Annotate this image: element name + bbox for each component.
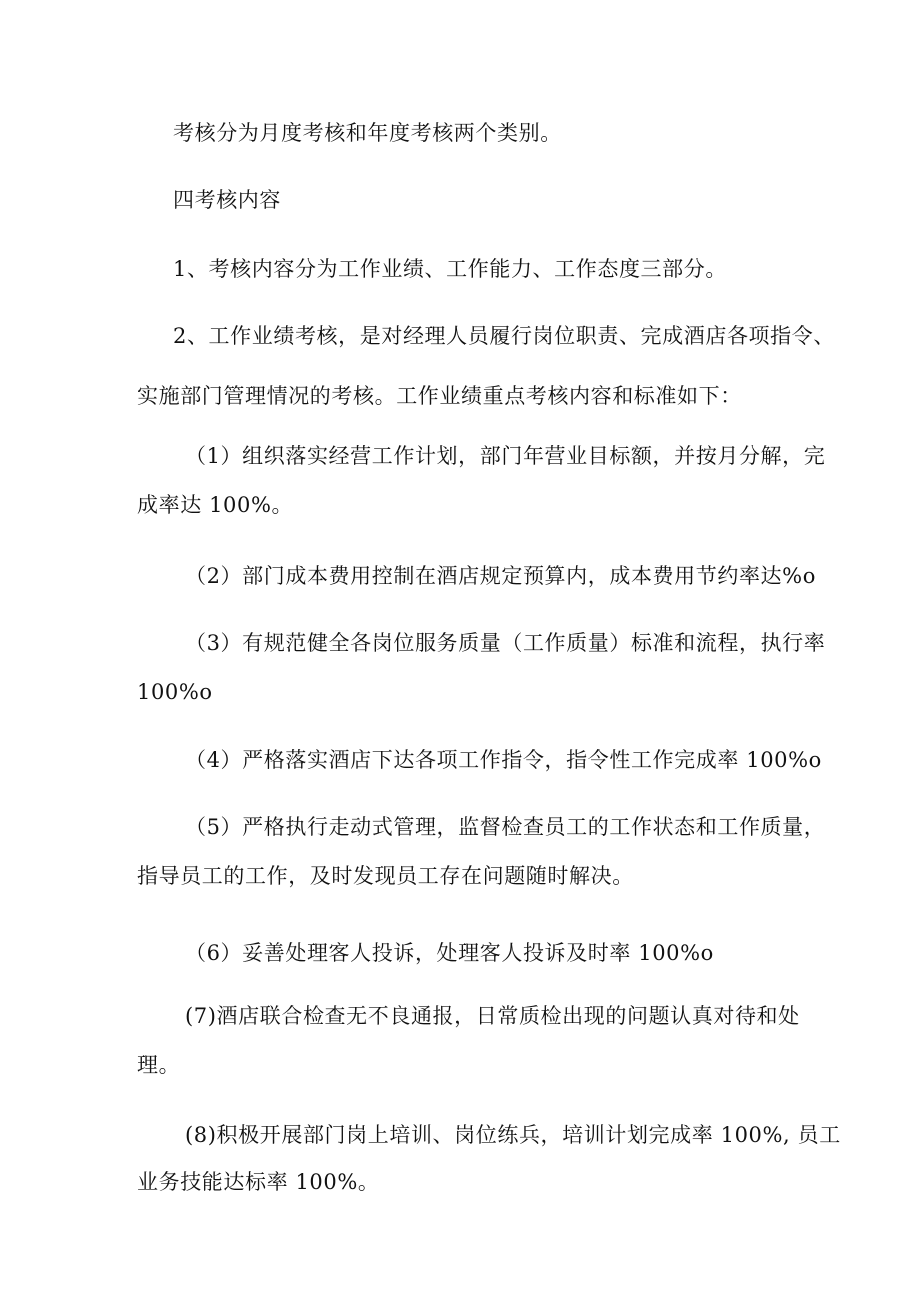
item-2-6-text: （6）妥善处理客人投诉，处理客人投诉及时率 100%o xyxy=(185,941,714,965)
item-2-5-line-2: 指导员工的工作，及时发现员工存在问题随时解决。 xyxy=(137,864,634,888)
item-2-text-line-2: 实施部门管理情况的考核。工作业绩重点考核内容和标准如下： xyxy=(137,384,742,408)
section-heading-assessment-content: 四考核内容 xyxy=(173,188,281,212)
paragraph-assessment-types: 考核分为月度考核和年度考核两个类别。 xyxy=(173,121,562,145)
item-1-text: 1、考核内容分为工作业绩、工作能力、工作态度三部分。 xyxy=(173,257,727,281)
item-2-8-line-1: (8)积极开展部门岗上培训、岗位练兵，培训计划完成率 100%, 员工 xyxy=(185,1123,841,1147)
item-2-7-line-2: 理。 xyxy=(137,1053,181,1077)
item-2-2-text: （2）部门成本费用控制在酒店规定预算内，成本费用节约率达%o xyxy=(185,564,816,588)
item-2-1-line-1: （1）组织落实经营工作计划，部门年营业目标额，并按月分解，完 xyxy=(185,444,826,468)
item-2-5-line-1: （5）严格执行走动式管理，监督检查员工的工作状态和工作质量， xyxy=(185,815,826,839)
item-2-4-text: （4）严格落实酒店下达各项工作指令，指令性工作完成率 100%o xyxy=(185,748,822,772)
item-2-1-line-2: 成率达 100%。 xyxy=(137,493,294,517)
item-2-3-line-1: （3）有规范健全各岗位服务质量（工作质量）标准和流程，执行率 xyxy=(185,631,826,655)
item-2-8-line-2: 业务技能达标率 100%。 xyxy=(137,1170,380,1194)
item-2-3-line-2: 100%o xyxy=(137,680,213,704)
item-2-7-line-1: (7)酒店联合检查无不良通报，日常质检出现的问题认真对待和处 xyxy=(185,1004,800,1028)
item-2-text-line-1: 2、工作业绩考核，是对经理人员履行岗位职责、完成酒店各项指令、 xyxy=(173,324,835,348)
